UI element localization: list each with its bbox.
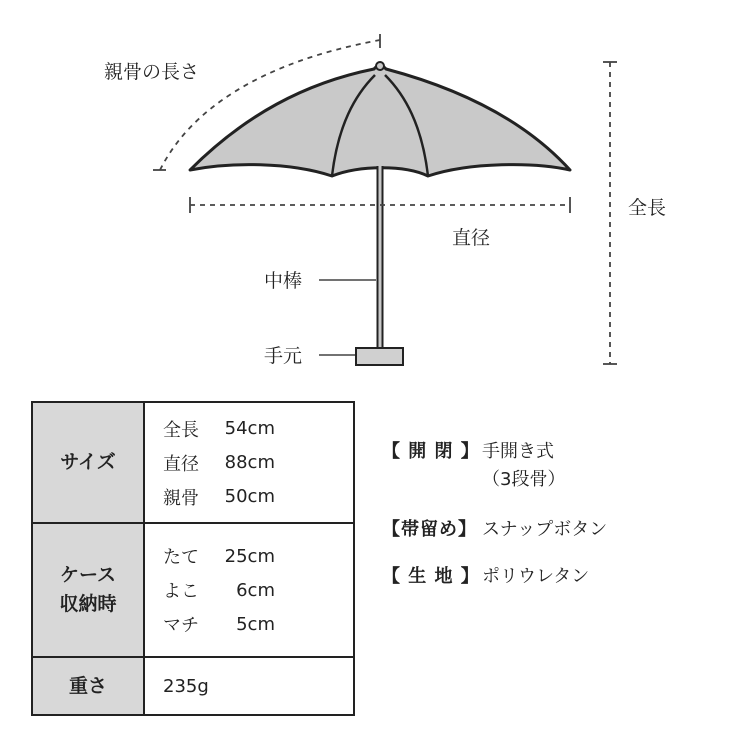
detail-strap-value: スナップボタン bbox=[482, 519, 608, 540]
size-rib bbox=[163, 480, 353, 514]
diameter-label: 直径 bbox=[452, 227, 491, 249]
size-label: サイズ bbox=[32, 402, 144, 523]
spec-table bbox=[31, 401, 355, 716]
spec-row-size bbox=[32, 402, 354, 523]
case-depth-key: マチ bbox=[163, 615, 199, 636]
size-diameter-key: 直径 bbox=[163, 453, 199, 475]
detail-opening bbox=[382, 438, 565, 494]
detail-opening-value bbox=[482, 438, 565, 494]
case-width bbox=[163, 573, 353, 607]
case-label-line1: ケース bbox=[59, 564, 117, 586]
case-width-key: よこ bbox=[163, 581, 199, 602]
detail-strap-key: 【帯留め】 bbox=[382, 519, 477, 540]
rib-length-label: 親骨の長さ bbox=[104, 61, 200, 83]
size-total-length-value: 54cm bbox=[224, 418, 275, 439]
size-values bbox=[144, 402, 354, 523]
umbrella-canopy bbox=[190, 66, 570, 177]
detail-opening-value-line2: （3段骨） bbox=[482, 469, 566, 490]
size-total-length bbox=[163, 412, 353, 446]
weight-label: 重さ bbox=[32, 657, 144, 715]
detail-strap bbox=[382, 516, 607, 544]
detail-opening-value-line1: 手開き式 bbox=[482, 441, 554, 462]
case-width-value: 6cm bbox=[236, 579, 275, 601]
size-rib-value: 50cm bbox=[224, 486, 275, 507]
case-height bbox=[163, 539, 353, 573]
size-diameter bbox=[163, 446, 353, 480]
umbrella-handle bbox=[356, 348, 403, 365]
total-length-label: 全長 bbox=[628, 197, 667, 219]
case-depth-value: 5cm bbox=[236, 613, 275, 635]
case-label bbox=[32, 523, 144, 657]
case-values bbox=[144, 523, 354, 657]
detail-fabric-key: 【 生 地 】 bbox=[382, 566, 480, 587]
weight-value: 235g bbox=[144, 657, 354, 715]
canopy-tip bbox=[376, 62, 384, 70]
detail-opening-key: 【 開 閉 】 bbox=[382, 441, 480, 462]
spec-row-weight bbox=[32, 657, 354, 715]
detail-fabric bbox=[382, 563, 589, 591]
case-label-line2: 収納時 bbox=[59, 593, 117, 615]
detail-fabric-value: ポリウレタン bbox=[482, 566, 590, 587]
size-rib-key: 親骨 bbox=[163, 487, 199, 509]
case-height-key: たて bbox=[163, 547, 199, 568]
handle-label: 手元 bbox=[264, 345, 303, 367]
case-height-value: 25cm bbox=[224, 545, 275, 567]
spec-row-case bbox=[32, 523, 354, 657]
size-diameter-value: 88cm bbox=[224, 452, 275, 473]
size-total-length-key: 全長 bbox=[163, 419, 199, 441]
shaft-label: 中棒 bbox=[264, 270, 303, 292]
case-depth bbox=[163, 607, 353, 641]
